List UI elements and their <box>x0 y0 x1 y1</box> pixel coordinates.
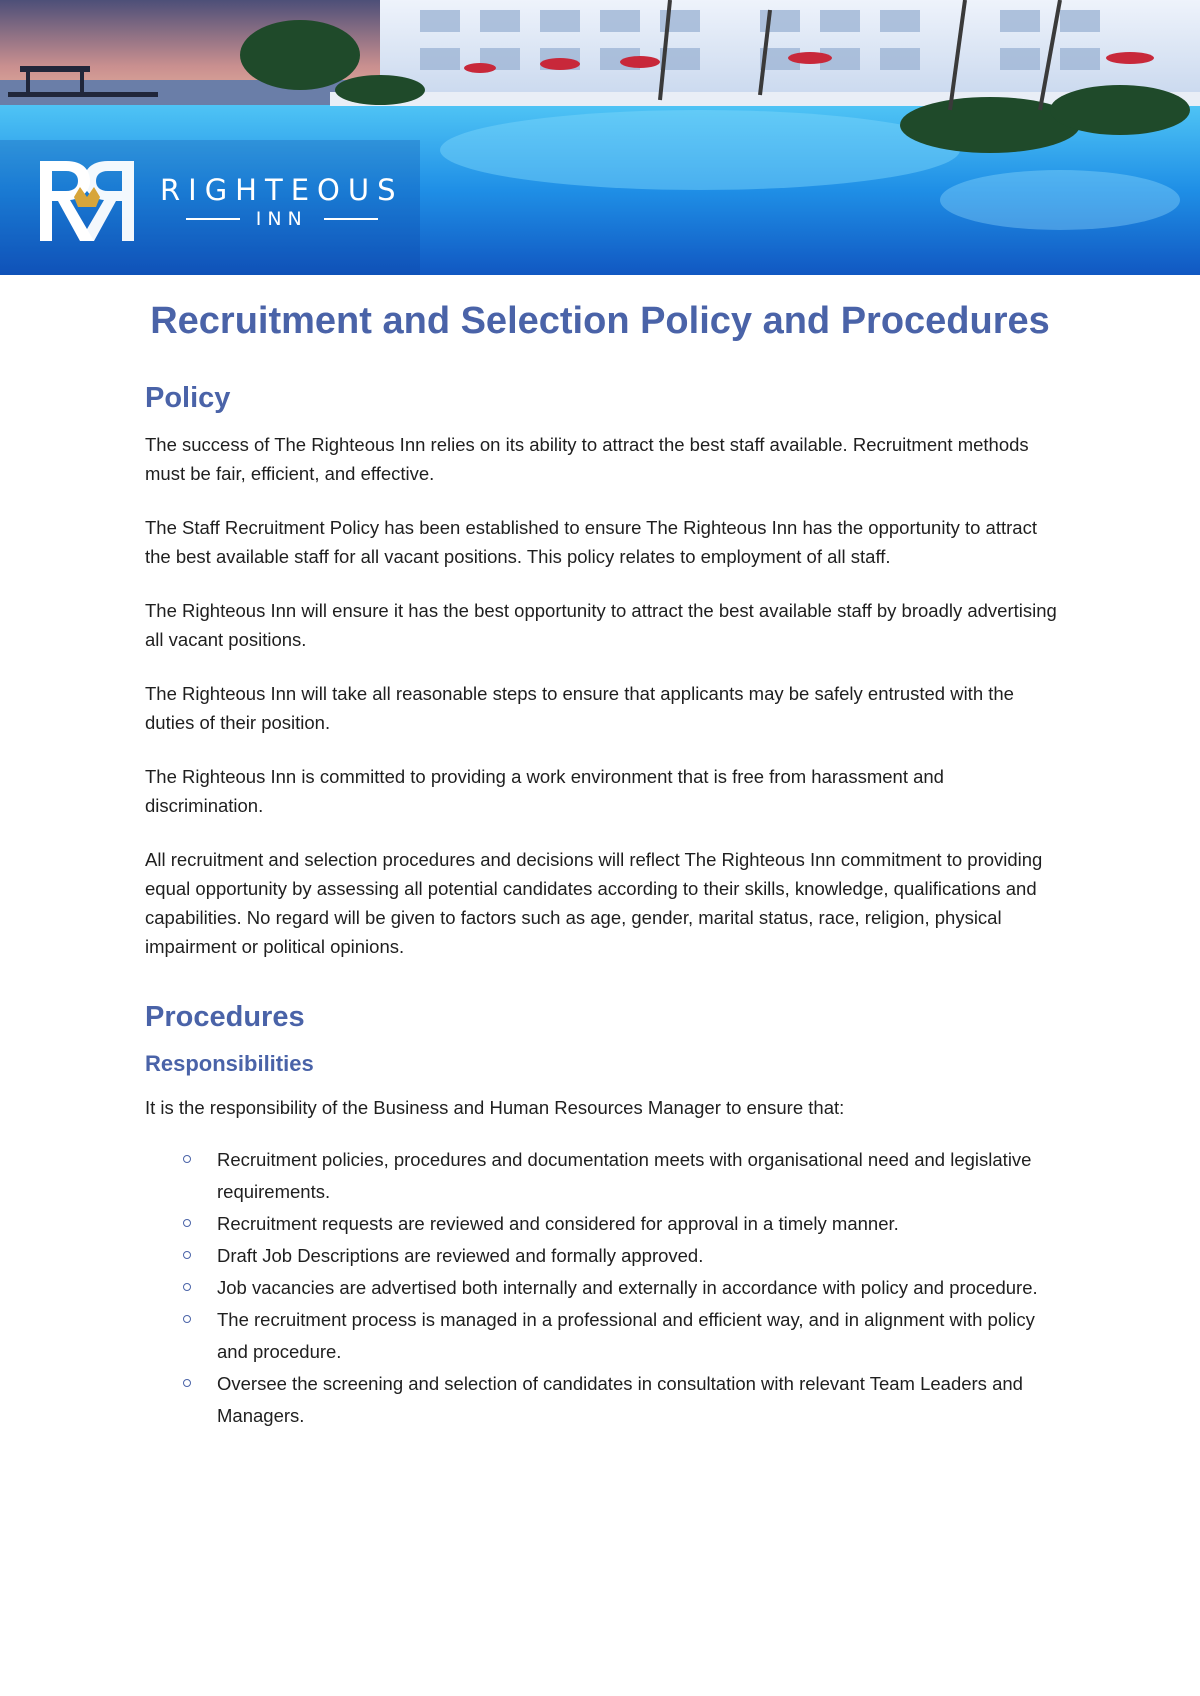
bullet-icon <box>183 1251 191 1259</box>
responsibilities-intro: It is the responsibility of the Business and Human Resources Manager to ensure that: <box>145 1097 845 1118</box>
bullet-icon <box>183 1219 191 1227</box>
page-title: Recruitment and Selection Policy and Procedures <box>150 300 1050 342</box>
brand-logo <box>36 157 403 247</box>
section-heading-policy: Policy <box>145 382 231 414</box>
policy-paragraph: The Righteous Inn will take all reasonable steps to ensure that applicants may be safely entrusted with the duties of their position. <box>145 683 1014 733</box>
list-item: Draft Job Descriptions are reviewed and formally approved. <box>145 1240 1065 1272</box>
rr-crown-monogram-icon <box>36 157 138 247</box>
brand-sub: INN <box>255 208 308 230</box>
list-item: Recruitment requests are reviewed and considered for approval in a timely manner. <box>145 1208 1065 1240</box>
responsibilities-list <box>145 1144 1065 1432</box>
bullet-icon <box>183 1379 191 1387</box>
policy-paragraph: The success of The Righteous Inn relies on its ability to attract the best staff available. Recruitment methods must be fair, efficient, and effective. <box>145 434 1029 484</box>
bullet-icon <box>183 1155 191 1163</box>
divider <box>324 218 378 220</box>
bullet-icon <box>183 1283 191 1291</box>
policy-paragraph: The Righteous Inn is committed to providing a work environment that is free from harassment and discrimination. <box>145 766 944 816</box>
policy-paragraph: The Righteous Inn will ensure it has the best opportunity to attract the best available staff by broadly advertising all vacant positions. <box>145 600 1057 650</box>
subsection-heading-responsibilities: Responsibilities <box>145 1051 314 1076</box>
brand-name: RIGHTEOUS <box>160 173 404 207</box>
policy-paragraph: All recruitment and selection procedures and decisions will reflect The Righteous Inn commitment to providing equal opportunity by assessing all potential candidates according to their skills, knowledge, qualifications and capabilities. No regard will be given to factors such as age, gender, marital status, race, religion, physical impairment or political opinions. <box>145 849 1043 957</box>
list-item: Oversee the screening and selection of candidates in consultation with relevant Team Leaders and Managers. <box>145 1368 1065 1432</box>
document-body <box>145 296 1065 1432</box>
divider <box>186 218 240 220</box>
list-item: Recruitment policies, procedures and documentation meets with organisational need and legislative requirements. <box>145 1144 1065 1208</box>
header-banner <box>0 0 1200 275</box>
list-item: The recruitment process is managed in a professional and efficient way, and in alignment with policy and procedure. <box>145 1304 1065 1368</box>
list-item: Job vacancies are advertised both internally and externally in accordance with policy and procedure. <box>145 1272 1065 1304</box>
section-heading-procedures: Procedures <box>145 1001 305 1033</box>
brand-sub-row <box>160 208 403 230</box>
bullet-icon <box>183 1315 191 1323</box>
brand-wordmark <box>160 174 403 230</box>
policy-paragraph: The Staff Recruitment Policy has been established to ensure The Righteous Inn has the opportunity to attract the best available staff for all vacant positions. This policy relates to employment of all staff. <box>145 517 1037 567</box>
